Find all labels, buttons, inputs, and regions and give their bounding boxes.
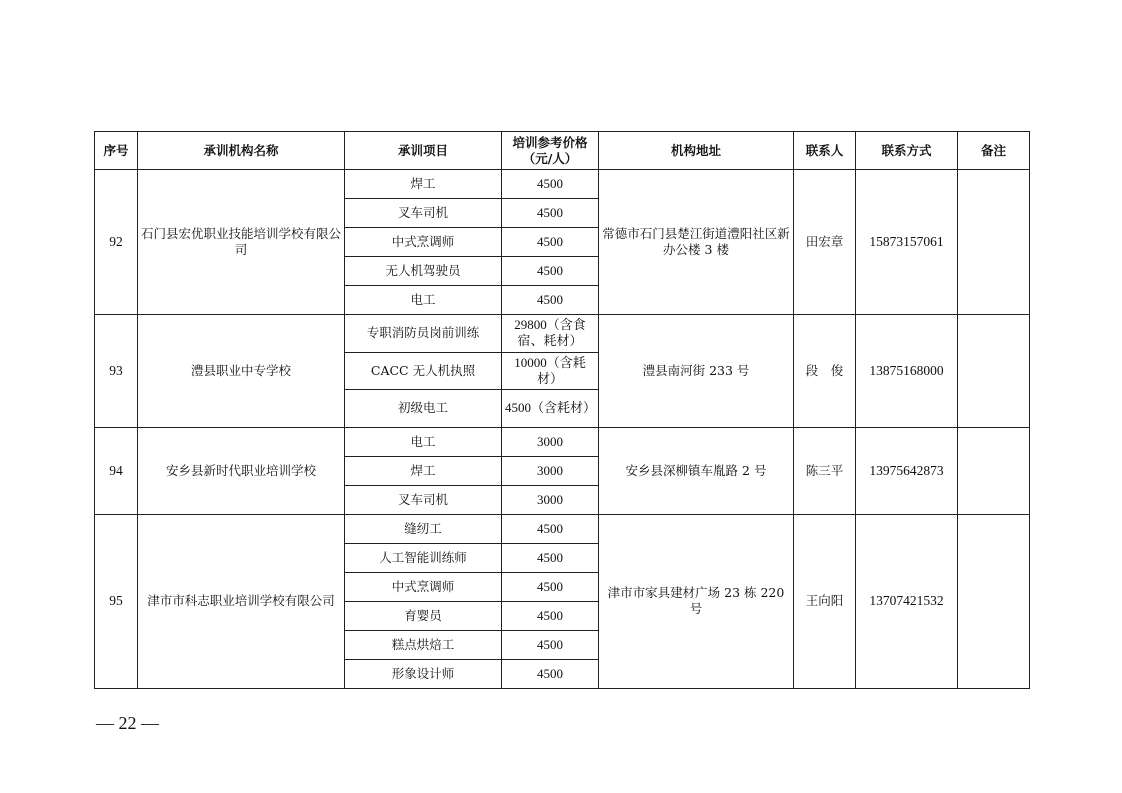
project-cell: 初级电工 (345, 390, 502, 428)
remark-cell (958, 170, 1030, 315)
project-cell: 中式烹调师 (345, 228, 502, 257)
project-cell: 人工智能训练师 (345, 543, 502, 572)
project-cell: 糕点烘焙工 (345, 630, 502, 659)
table-row (95, 315, 1030, 353)
price-cell: 3000 (502, 427, 599, 456)
project-cell: 缝纫工 (345, 514, 502, 543)
price-cell: 4500 (502, 659, 599, 688)
seq-cell: 93 (95, 315, 138, 428)
project-cell: 电工 (345, 286, 502, 315)
table-header-row (95, 132, 1030, 170)
remark-cell (958, 315, 1030, 428)
contact-cell: 段 俊 (794, 315, 856, 428)
project-cell: 电工 (345, 427, 502, 456)
price-cell: 4500 (502, 286, 599, 315)
phone-cell: 13875168000 (856, 315, 958, 428)
project-cell: 专职消防员岗前训练 (345, 315, 502, 353)
project-cell: 育婴员 (345, 601, 502, 630)
price-cell: 4500 (502, 228, 599, 257)
header-seq: 序号 (95, 132, 138, 170)
address-cell: 津市市家具建材广场 23 栋 220 号 (599, 514, 794, 688)
price-cell: 4500 (502, 170, 599, 199)
header-phone: 联系方式 (856, 132, 958, 170)
address-cell: 常德市石门县楚江街道澧阳社区新办公楼 3 楼 (599, 170, 794, 315)
remark-cell (958, 514, 1030, 688)
table-row (95, 427, 1030, 456)
seq-cell: 92 (95, 170, 138, 315)
phone-cell: 13707421532 (856, 514, 958, 688)
phone-cell: 15873157061 (856, 170, 958, 315)
project-cell: 无人机驾驶员 (345, 257, 502, 286)
project-cell: 焊工 (345, 170, 502, 199)
price-cell: 4500 (502, 199, 599, 228)
price-cell: 4500 (502, 543, 599, 572)
address-cell: 澧县南河街 233 号 (599, 315, 794, 428)
contact-cell: 王向阳 (794, 514, 856, 688)
org-name-cell: 津市市科志职业培训学校有限公司 (138, 514, 345, 688)
project-cell: 叉车司机 (345, 485, 502, 514)
header-org: 承训机构名称 (138, 132, 345, 170)
page-number: — 22 — (96, 713, 159, 733)
header-remark: 备注 (958, 132, 1030, 170)
price-cell: 4500 (502, 601, 599, 630)
table-row (95, 514, 1030, 543)
table-row (95, 170, 1030, 199)
org-name-cell: 石门县宏优职业技能培训学校有限公司 (138, 170, 345, 315)
project-cell: CACC 无人机执照 (345, 352, 502, 390)
price-cell: 4500 (502, 572, 599, 601)
price-cell: 29800（含食宿、耗材） (502, 315, 599, 353)
seq-cell: 95 (95, 514, 138, 688)
org-name-cell: 安乡县新时代职业培训学校 (138, 427, 345, 514)
header-address: 机构地址 (599, 132, 794, 170)
project-cell: 形象设计师 (345, 659, 502, 688)
table-body (95, 170, 1030, 689)
remark-cell (958, 427, 1030, 514)
training-institutions-table (94, 131, 1030, 689)
contact-cell: 陈三平 (794, 427, 856, 514)
price-cell: 4500 (502, 630, 599, 659)
price-cell: 3000 (502, 485, 599, 514)
contact-cell: 田宏章 (794, 170, 856, 315)
seq-cell: 94 (95, 427, 138, 514)
header-project: 承训项目 (345, 132, 502, 170)
price-cell: 4500（含耗材） (502, 390, 599, 428)
price-cell: 3000 (502, 456, 599, 485)
price-cell: 4500 (502, 514, 599, 543)
header-price: 培训参考价格（元/人） (502, 132, 599, 170)
price-cell: 4500 (502, 257, 599, 286)
price-cell: 10000（含耗材） (502, 352, 599, 390)
header-contact: 联系人 (794, 132, 856, 170)
address-cell: 安乡县深柳镇车胤路 2 号 (599, 427, 794, 514)
project-cell: 中式烹调师 (345, 572, 502, 601)
phone-cell: 13975642873 (856, 427, 958, 514)
project-cell: 焊工 (345, 456, 502, 485)
project-cell: 叉车司机 (345, 199, 502, 228)
org-name-cell: 澧县职业中专学校 (138, 315, 345, 428)
